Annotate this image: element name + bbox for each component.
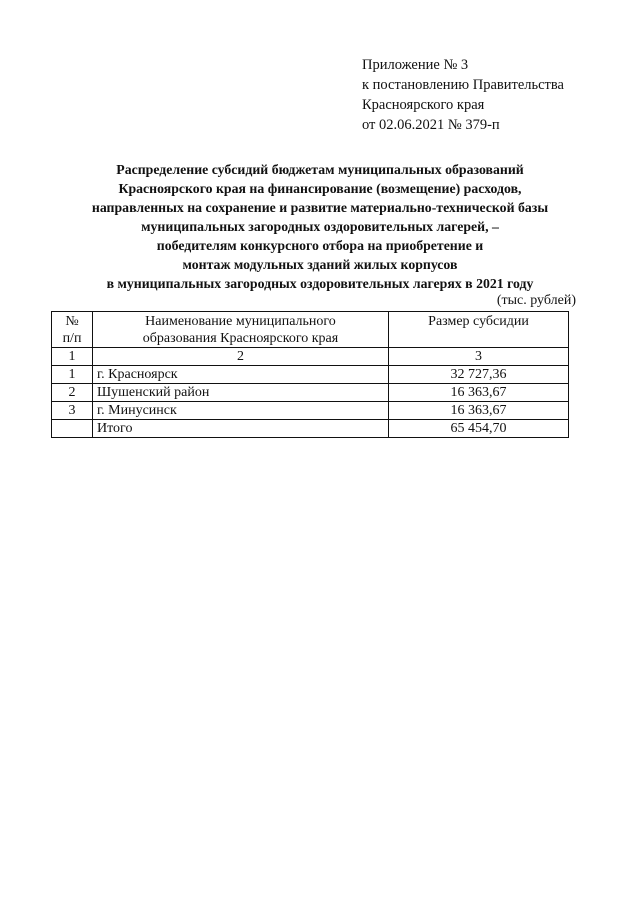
column-index-row: [52, 348, 569, 366]
column-index: 3: [389, 348, 569, 366]
title-line: муниципальных загородных оздоровительных лагерей, –: [141, 219, 499, 234]
total-row: [52, 420, 569, 438]
total-number: [52, 420, 93, 438]
row-number: 2: [52, 384, 93, 402]
total-label: Итого: [93, 420, 389, 438]
row-municipality: г. Минусинск: [93, 402, 389, 420]
header-amount: Размер субсидии: [389, 312, 569, 348]
title-line: в муниципальных загородных оздоровительных лагерях в 2021 году: [106, 276, 534, 291]
row-amount: 16 363,67: [389, 402, 569, 420]
header-number-line: №: [65, 314, 79, 329]
document-title: [40, 160, 600, 293]
header-number: [52, 312, 93, 348]
title-line: Красноярского края на финансирование (возмещение) расходов,: [118, 181, 522, 196]
subsidies-table: [51, 311, 569, 438]
title-line: победителям конкурсного отбора на приобретение и: [156, 238, 484, 253]
column-index: 2: [93, 348, 389, 366]
appendix-number: Приложение № 3: [362, 57, 469, 73]
row-municipality: г. Красноярск: [93, 366, 389, 384]
row-number: 1: [52, 366, 93, 384]
title-line: монтаж модульных зданий жилых корпусов: [182, 257, 458, 272]
title-line: Распределение субсидий бюджетам муниципальных образований: [116, 162, 524, 177]
row-amount: 16 363,67: [389, 384, 569, 402]
header-number-line: п/п: [62, 331, 82, 346]
units-label: (тыс. рублей): [496, 293, 576, 308]
row-number: 3: [52, 402, 93, 420]
table-header-row: [52, 312, 569, 348]
total-amount: 65 454,70: [389, 420, 569, 438]
header-name-line: образования Красноярского края: [142, 331, 339, 346]
appendix-header: [362, 55, 564, 135]
table-row: [52, 384, 569, 402]
header-name: [93, 312, 389, 348]
title-line: направленных на сохранение и развитие материально-технической базы: [91, 200, 549, 215]
table-row: [52, 366, 569, 384]
column-index: 1: [52, 348, 93, 366]
table-row: [52, 402, 569, 420]
appendix-resolution: к постановлению Правительства: [362, 77, 564, 93]
appendix-region: Красноярского края: [362, 97, 485, 113]
row-amount: 32 727,36: [389, 366, 569, 384]
row-municipality: Шушенский район: [93, 384, 389, 402]
header-name-line: Наименование муниципального: [145, 314, 336, 329]
appendix-date: от 02.06.2021 № 379-п: [362, 117, 500, 133]
